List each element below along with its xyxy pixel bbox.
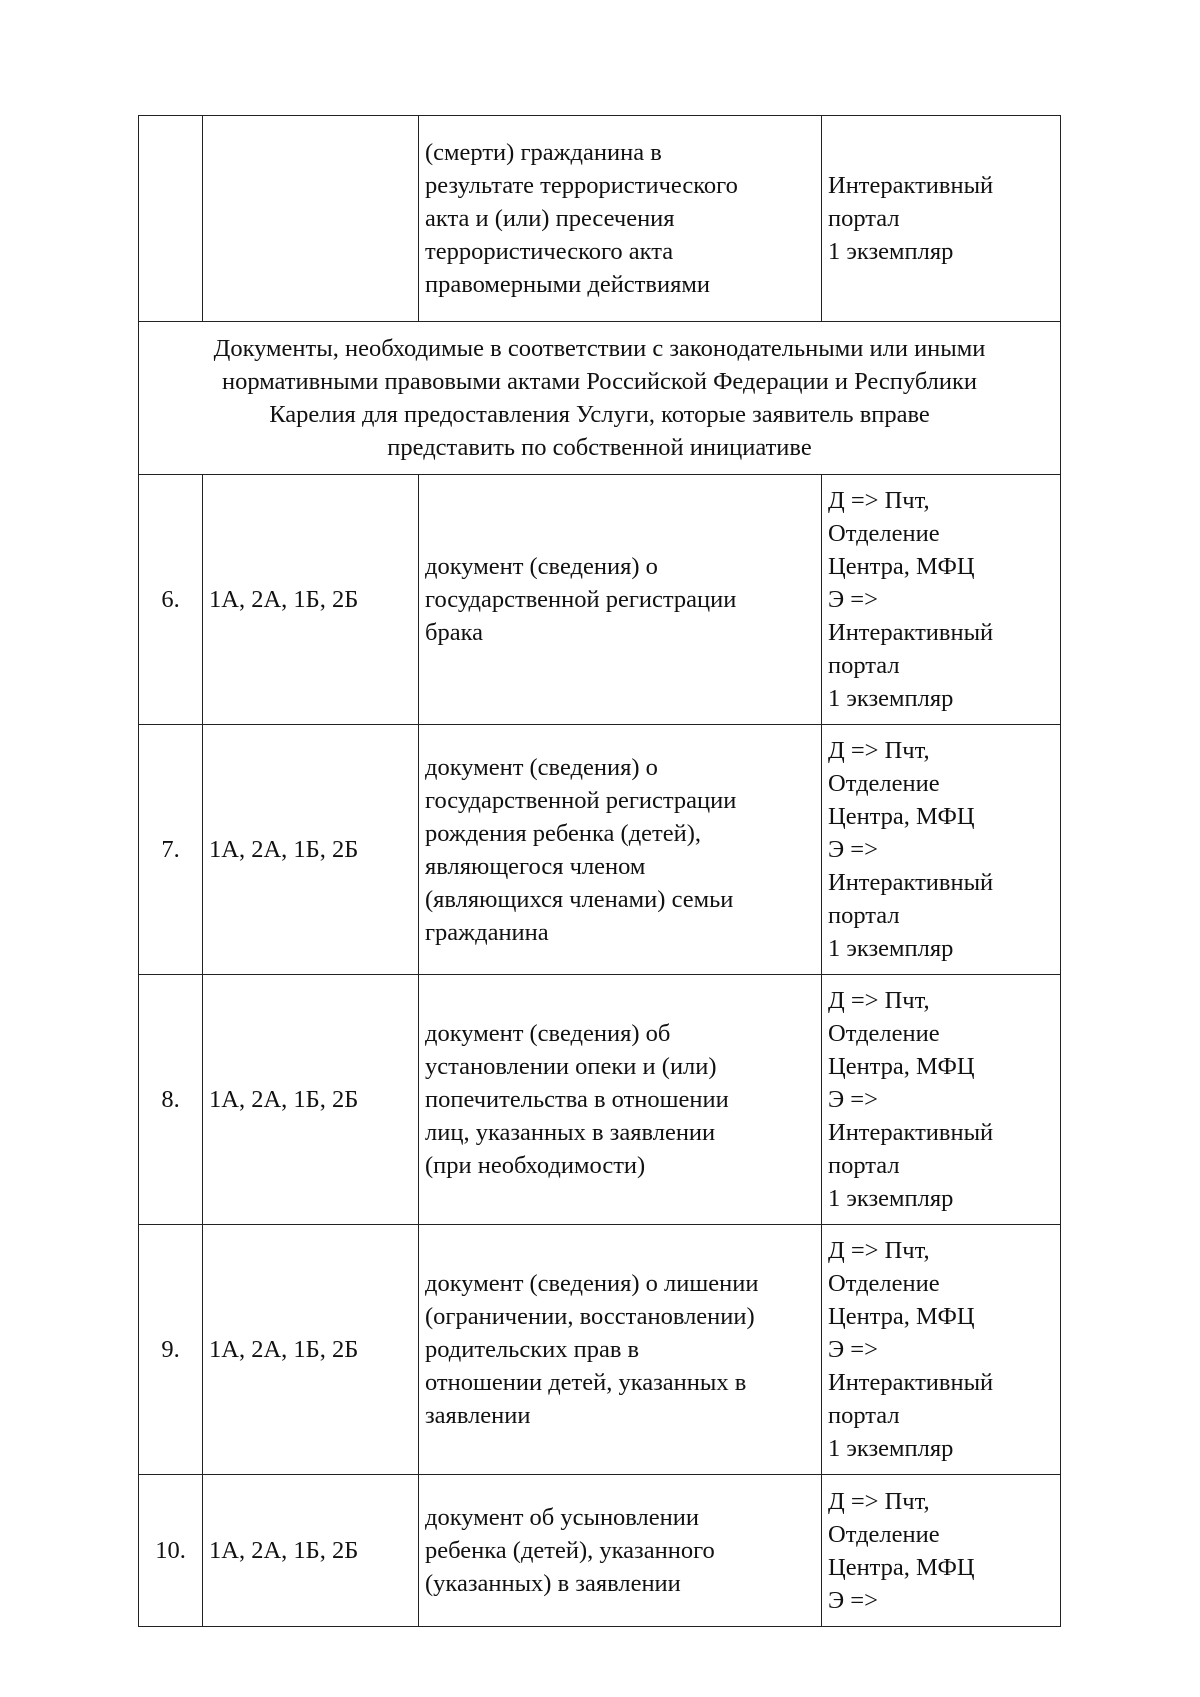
row-document: документ (сведения) о государственной регистрации рождения ребенка (детей), являющегося членом (являющихся членами) семьи гражданина	[419, 725, 822, 975]
row-categories: 1А, 2А, 1Б, 2Б	[203, 1225, 419, 1475]
submission-cell: Интерактивный портал 1 экземпляр	[822, 116, 1061, 322]
section-header: Документы, необходимые в соответствии с законодательными или иными нормативными правовыми актами Российской Федерации и Республики Карелия для предоставления Услуги, которые заявитель вправе представить по собственной инициативе	[139, 322, 1061, 475]
table-row	[139, 475, 1061, 725]
row-submission: Д => Пчт, Отделение Центра, МФЦ Э => Интерактивный портал 1 экземпляр	[822, 475, 1061, 725]
table-row	[139, 725, 1061, 975]
document-cell: (смерти) гражданина в результате террористического акта и (или) пресечения террористического акта правомерными действиями	[419, 116, 822, 322]
row-document: документ (сведения) о государственной регистрации брака	[419, 475, 822, 725]
row-submission: Д => Пчт, Отделение Центра, МФЦ Э =>	[822, 1475, 1061, 1627]
row-categories: 1А, 2А, 1Б, 2Б	[203, 475, 419, 725]
row-number: 7.	[139, 725, 203, 975]
row-number: 9.	[139, 1225, 203, 1475]
row-number: 8.	[139, 975, 203, 1225]
row-document: документ об усыновлении ребенка (детей), указанного (указанных) в заявлении	[419, 1475, 822, 1627]
row-categories: 1А, 2А, 1Б, 2Б	[203, 975, 419, 1225]
number-cell	[139, 116, 203, 322]
documents-table	[138, 115, 1061, 1627]
row-categories: 1А, 2А, 1Б, 2Б	[203, 725, 419, 975]
row-submission: Д => Пчт, Отделение Центра, МФЦ Э => Интерактивный портал 1 экземпляр	[822, 1225, 1061, 1475]
row-number: 10.	[139, 1475, 203, 1627]
categories-cell	[203, 116, 419, 322]
row-categories: 1А, 2А, 1Б, 2Б	[203, 1475, 419, 1627]
table-row-continuation	[139, 116, 1061, 322]
row-document: документ (сведения) о лишении (ограничении, восстановлении) родительских прав в отношении детей, указанных в заявлении	[419, 1225, 822, 1475]
row-document: документ (сведения) об установлении опеки и (или) попечительства в отношении лиц, указанных в заявлении (при необходимости)	[419, 975, 822, 1225]
row-submission: Д => Пчт, Отделение Центра, МФЦ Э => Интерактивный портал 1 экземпляр	[822, 975, 1061, 1225]
row-submission: Д => Пчт, Отделение Центра, МФЦ Э => Интерактивный портал 1 экземпляр	[822, 725, 1061, 975]
table-row	[139, 1475, 1061, 1627]
row-number: 6.	[139, 475, 203, 725]
table-row	[139, 1225, 1061, 1475]
section-header-row	[139, 322, 1061, 475]
table-row	[139, 975, 1061, 1225]
